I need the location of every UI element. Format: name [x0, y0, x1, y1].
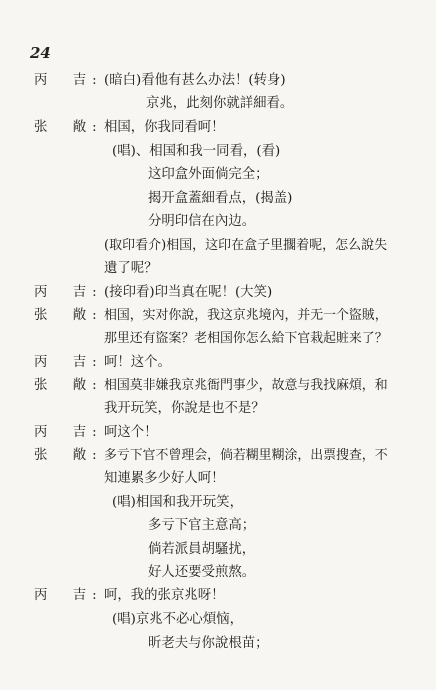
speaker-label: 丙 吉: — [34, 73, 103, 88]
speaker-label: 丙 吉: — [34, 285, 103, 300]
sung-line: 揭开盒蓋細看点，(揭盖) — [148, 191, 293, 206]
dialogue-line: (取印看介)相国，这印在盒子里擱着呢，怎么說失 — [104, 238, 388, 253]
sung-line: 分明印信在內边。 — [148, 214, 256, 229]
dialogue-line: (暗白)看他有甚么办法！(转身) — [104, 73, 286, 88]
dialogue-line: 京兆，此刻你就詳細看。 — [146, 96, 294, 111]
dialogue-line: 多亏下官不曾理会，倘若糊里糊涂，出票搜查，不 — [104, 448, 388, 463]
speaker-label: 丙 吉: — [34, 588, 103, 603]
dialogue-line: 相国，实对你說，我这京兆境內，并无一个盜賊， — [104, 308, 388, 323]
sung-line: 多亏下官主意高； — [148, 518, 256, 533]
speaker-label: 丙 吉: — [34, 425, 103, 440]
sung-line: 这印盒外面倘完全； — [148, 167, 269, 182]
sung-line: 昕老夫与你說根苗； — [148, 636, 269, 651]
speaker-label: 张 敞: — [34, 120, 103, 135]
dialogue-line: (接印看)印当真在呢！(大笑) — [104, 285, 273, 300]
sung-line: (唱)相国和我开玩笑， — [112, 495, 243, 510]
dialogue-line: 呵这个！ — [104, 425, 158, 440]
sung-line: 倘若派員胡騷扰， — [148, 542, 256, 557]
dialogue-line: 呵！这个。 — [104, 355, 171, 370]
sung-line: (唱)京兆不必心煩恼， — [112, 612, 243, 627]
speaker-label: 张 敞: — [34, 378, 103, 393]
dialogue-line: 那里还有盜案？老相国你怎么給下官栽起賍来了？ — [104, 331, 388, 346]
dialogue-line: 知連累多少好人呵！ — [104, 471, 225, 486]
speaker-label: 张 敞: — [34, 308, 103, 323]
dialogue-line: 相国，你我同看呵！ — [104, 120, 225, 135]
dialogue-line: 呵，我的张京兆呀！ — [104, 588, 225, 603]
sung-line: 好人还要受煎熬。 — [148, 565, 256, 580]
sung-line: (唱)、相国和我一同看，(看) — [112, 144, 281, 159]
speaker-label: 丙 吉: — [34, 355, 103, 370]
speaker-label: 张 敞: — [34, 448, 103, 463]
dialogue-line: 相国莫非嫌我京兆衙門事少，故意与我找麻煩，和 — [104, 378, 388, 393]
dialogue-line: 遺了呢？ — [104, 261, 158, 276]
dialogue-line: 我开玩笑，你說是也不是？ — [104, 401, 265, 416]
page-number: 24 — [30, 44, 51, 62]
